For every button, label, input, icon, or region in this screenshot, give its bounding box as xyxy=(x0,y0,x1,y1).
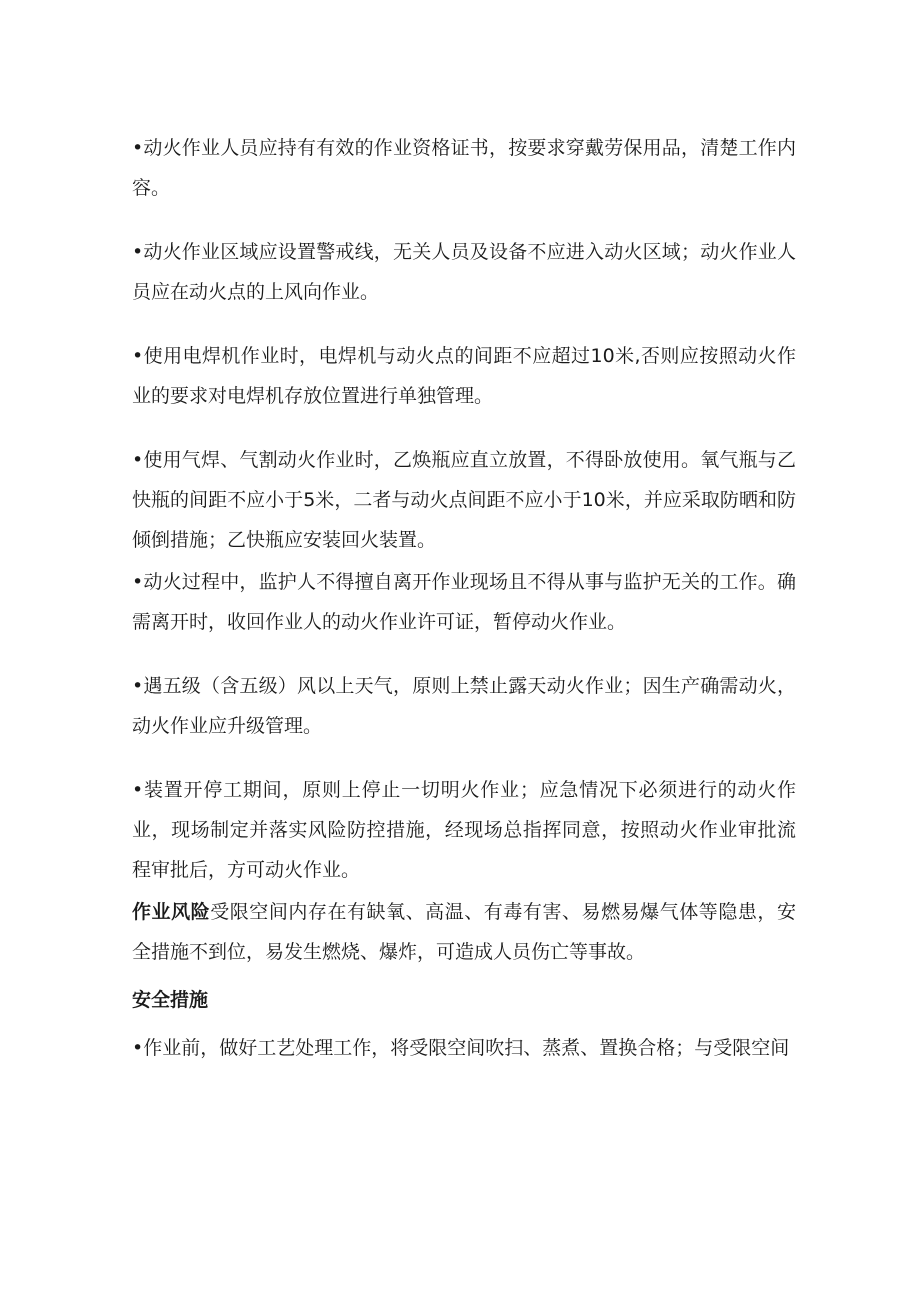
paragraph-welder-distance: •使用电焊机作业时，电焊机与动火点的间距不应超过10米,否则应按照动火作业的要求对电焊机存放位置进行单独管理。 xyxy=(132,345,796,407)
heading-safety-measures: 安全措施 xyxy=(132,989,209,1011)
paragraph-work-risk xyxy=(132,892,796,972)
paragraph-qualification: •动火作业人员应持有有效的作业资格证书，按要求穿戴劳保用品，清楚工作内容。 xyxy=(132,137,796,199)
paragraph-supervisor: •动火过程中，监护人不得擅自离开作业现场且不得从事与监护无关的工作。确需离开时，收回作业人的动火作业许可证，暂停动火作业。 xyxy=(132,571,796,633)
paragraph-wind-level: •遇五级（含五级）风以上天气，原则上禁止露天动火作业；因生产确需动火，动火作业应升级管理。 xyxy=(132,675,796,737)
risk-text: 受限空间内存在有缺氧、高温、有毒有害、易燃易爆气体等隐患，安全措施不到位，易发生燃烧、爆炸，可造成人员伤亡等事故。 xyxy=(132,901,796,963)
paragraph-pre-work: •作业前，做好工艺处理工作，将受限空间吹扫、蒸煮、置换合格；与受限空间 xyxy=(132,1037,790,1059)
paragraph-warning-line: •动火作业区域应设置警戒线，无关人员及设备不应进入动火区域；动火作业人员应在动火点的上风向作业。 xyxy=(132,241,796,303)
paragraph-shutdown-period: •装置开停工期间，原则上停止一切明火作业；应急情况下必须进行的动火作业，现场制定并落实风险防控措施，经现场总指挥同意，按照动火作业审批流程审批后，方可动火作业。 xyxy=(132,779,796,881)
risk-label: 作业风险 xyxy=(132,901,211,923)
document-body xyxy=(132,128,796,1068)
paragraph-gas-cylinders: •使用气焊、气割动火作业时，乙焕瓶应直立放置，不得卧放使用。氧气瓶与乙快瓶的间距不应小于5米，二者与动火点间距不应小于10米，并应采取防晒和防倾倒措施；乙快瓶应安装回火装置。 xyxy=(132,449,796,551)
